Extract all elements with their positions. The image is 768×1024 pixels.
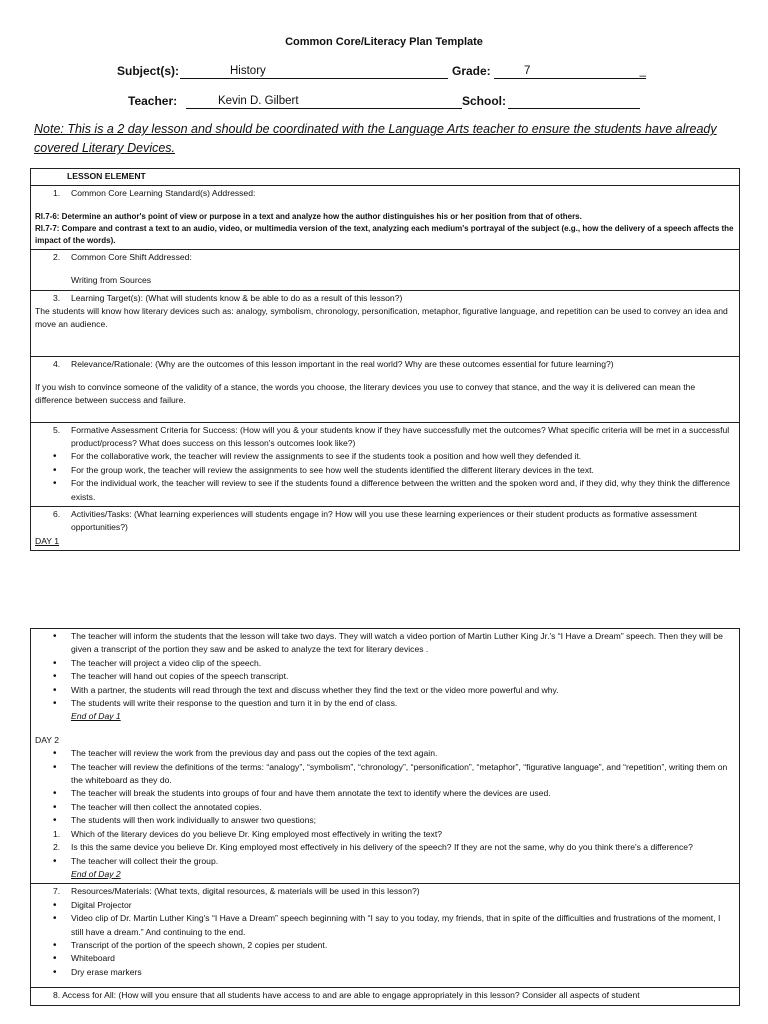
section-3 <box>31 290 740 356</box>
section-7-title: Resources/Materials: (What texts, digital resources, & materials will be used in this lesson?) <box>71 886 420 897</box>
grade-value: 7 <box>524 65 531 77</box>
list-item: • Dry erase markers <box>53 966 735 979</box>
subject-field <box>180 64 448 79</box>
end-of-day-1: End of Day 1 <box>71 711 121 722</box>
section-6-title: Activities/Tasks: (What learning experiences will students engage in? How will you use these learning experiences or their student products as formative assessment opportunities?) <box>71 509 697 533</box>
section-3-body: The students will know how literary devices such as: analogy, symbolism, chronology, personification, metaphor, figurative language, and repetition can be used to convey an idea and move an audience. <box>35 306 728 330</box>
section-1-title: Common Core Learning Standard(s) Addressed: <box>71 188 256 199</box>
section-1 <box>31 186 740 249</box>
section-3-number: 3. <box>53 292 61 303</box>
list-item: • With a partner, the students will read through the text and discuss whether they find the text or the video more powerful and why. <box>53 684 735 697</box>
section-2-title: Common Core Shift Addressed: <box>71 251 192 262</box>
list-item: • The teacher will review the definitions of the terms: “analogy”, “symbolism”, “chronology”, “personification”, “metaphor”, “figurative language”, and “repetition”, writing them on the whiteboard as they do. <box>53 761 735 788</box>
section-8-partial <box>31 988 740 1005</box>
teacher-label: Teacher: <box>128 94 178 108</box>
list-item: • The teacher will review the work from the previous day and pass out the copies of the text again. <box>53 747 735 760</box>
school-field <box>508 94 640 109</box>
lesson-note <box>34 120 734 158</box>
list-item: • The students will write their response to the question and turn it in by the end of class. <box>53 697 735 710</box>
subject-label: Subject(s): <box>117 64 180 78</box>
day-2-final-list <box>35 855 735 868</box>
grade-field <box>494 64 646 79</box>
lesson-table-2 <box>30 628 740 1006</box>
section-1-number: 1. <box>53 188 61 199</box>
list-item: • For the collaborative work, the teacher will review the assignments to see if the students took a position and how well they defended it. <box>53 450 735 463</box>
list-item: • For the individual work, the teacher will review to see if the students found a difference between the written and the spoken word and, if they did, why they think the difference exists. <box>53 477 735 504</box>
question-1-number: 1. <box>53 828 61 839</box>
day-1-list <box>35 630 735 710</box>
section-6-number: 6. <box>53 509 61 520</box>
list-item: • The students will then work individually to answer two questions; <box>53 814 735 827</box>
lesson-element-header: LESSON ELEMENT <box>31 169 740 186</box>
list-item: • Transcript of the portion of the speech shown, 2 copies per student. <box>53 939 735 952</box>
section-4-body: If you wish to convince someone of the validity of a stance, the words you choose, the literary devices you use to convey that stance, and the way it is delivered can mean the difference between success and failure. <box>35 382 696 406</box>
teacher-value: Kevin D. Gilbert <box>218 95 299 107</box>
day-2-label: DAY 2 <box>35 734 60 745</box>
list-item: • The teacher will hand out copies of the speech transcript. <box>53 670 735 683</box>
subject-value: History <box>230 65 266 77</box>
grade-label: Grade: <box>452 64 491 78</box>
end-of-day-2: End of Day 2 <box>71 868 121 879</box>
section-8-text: 8. Access for All: (How will you ensure that all students have access to and are able to engage appropriately in this lesson? Consider all aspects of student <box>53 990 640 1001</box>
section-2-value: Writing from Sources <box>71 275 152 286</box>
section-6 <box>31 507 740 551</box>
list-item: • Digital Projector <box>53 899 735 912</box>
assessment-list <box>35 450 735 504</box>
activities-continued <box>31 629 740 884</box>
day-2-list <box>35 747 735 827</box>
list-item: • The teacher will break the students into groups of four and have them annotate the text to identify where the devices are used. <box>53 787 735 800</box>
grade-tail: _ <box>639 65 646 77</box>
list-item: • For the group work, the teacher will review the assignments to see how well the students identified the different literary devices in the text. <box>53 464 735 477</box>
standard-ri-7-7: RI.7-7: Compare and contrast a text to an audio, video, or multimedia version of the text, analyzing each medium's portrayal of the subject (e.g., how the delivery of a speech affects the impact of the words). <box>35 223 734 245</box>
list-item: • Whiteboard <box>53 952 735 965</box>
document-title: Common Core/Literacy Plan Template <box>285 36 483 48</box>
section-7-number: 7. <box>53 886 61 897</box>
list-item: • The teacher will collect their the group. <box>53 855 735 868</box>
section-7 <box>31 884 740 988</box>
question-1: Which of the literary devices do you believe Dr. King employed most effectively in writing the text? <box>71 828 442 839</box>
section-5-number: 5. <box>53 424 61 435</box>
school-label: School: <box>462 94 506 108</box>
section-4-number: 4. <box>53 358 61 369</box>
list-item: • Video clip of Dr. Martin Luther King's “I Have a Dream” speech beginning with “I say to you today, my friends, that in spite of the difficulties and frustrations of the moment, I still have a dream.” And continuing to the end. <box>53 912 735 939</box>
materials-list <box>35 899 735 979</box>
standard-ri-7-6: RI.7-6: Determine an author's point of view or purpose in a text and analyze how the author distinguishes his or her position from that of others. <box>35 211 582 221</box>
section-2 <box>31 249 740 290</box>
list-item: • The teacher will project a video clip of the speech. <box>53 657 735 670</box>
list-item: • The teacher will then collect the annotated copies. <box>53 801 735 814</box>
lesson-table-1 <box>30 168 740 551</box>
section-2-number: 2. <box>53 251 61 262</box>
teacher-field <box>186 94 462 109</box>
section-4 <box>31 356 740 422</box>
list-item: • The teacher will inform the students that the lesson will take two days. They will watch a video portion of Martin Luther King Jr.'s “I Have a Dream” speech. Then they will be given a transcript of the portion they saw and be asked to analyze the text for literary devices . <box>53 630 735 657</box>
lesson-note-text: Note: This is a 2 day lesson and should be coordinated with the Language Arts teacher to ensure the students have already covered Literary Devices. <box>34 122 717 155</box>
section-4-title: Relevance/Rationale: (Why are the outcomes of this lesson important in the real world? Why are these outcomes essential for future learning?) <box>71 358 614 369</box>
question-2-number: 2. <box>53 842 61 853</box>
section-3-title: Learning Target(s): (What will students know & be able to do as a result of this lesson?) <box>71 292 403 303</box>
section-5 <box>31 422 740 506</box>
section-5-title: Formative Assessment Criteria for Success: (How will you & your students know if they have successfully met the outcomes? What specific criteria will be met in a successful product/process? What does success on this lesson's outcomes look like?) <box>71 424 730 449</box>
question-2: Is this the same device you believe Dr. King employed most effectively in his delivery of the speech? If they are not the same, why do you think there's a difference? <box>71 842 693 853</box>
day-1-label: DAY 1 <box>35 535 60 546</box>
